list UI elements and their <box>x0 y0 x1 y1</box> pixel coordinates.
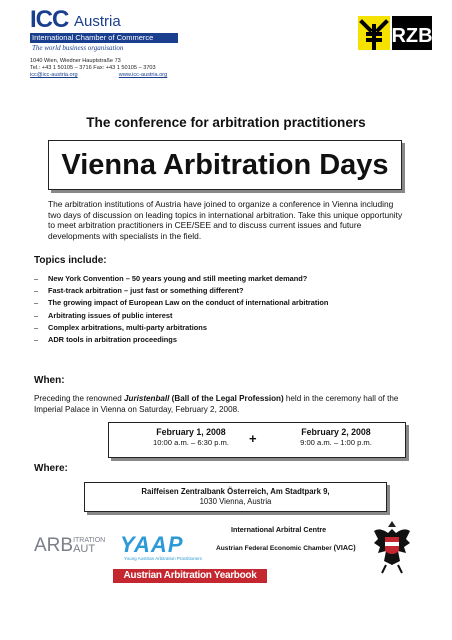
arb-logo-top: ITRATION <box>73 537 106 544</box>
venue-city: 1030 Vienna, Austria <box>199 497 272 506</box>
where-heading: Where: <box>34 463 68 474</box>
austrian-eagle-crest-icon <box>370 517 414 575</box>
topic-item: – Arbitrating issues of public interest <box>34 310 328 322</box>
topic-item: – Complex arbitrations, multi-party arbitrations <box>34 322 328 334</box>
venue-box <box>84 482 387 512</box>
raiffeisen-gable-icon <box>356 14 434 52</box>
icc-logo-tagline: The world business organisation <box>32 44 124 52</box>
day2-date: February 2, 2008 <box>301 427 371 437</box>
when-paragraph <box>34 394 414 415</box>
icc-logo-mark: ICC <box>30 6 69 33</box>
icc-logo-austria: Austria <box>74 13 121 30</box>
icc-austria-logo <box>30 8 180 54</box>
icc-phone: Tel.: +43 1 50105 – 3716 Fax: +43 1 50105 – 3703 <box>30 65 156 71</box>
when-heading: When: <box>34 375 65 386</box>
raiffeisen-rzb-logo <box>356 14 434 52</box>
when-text-after: held in the ceremony hall of the Imperial Palace in Vienna on Saturday, February 2, 2008. <box>34 394 399 414</box>
day1-date: February 1, 2008 <box>156 427 226 437</box>
icc-logo-bar: International Chamber of Commerce <box>30 33 178 43</box>
dates-box <box>108 422 406 458</box>
yaap-logo-subtitle: Young Austrian Arbitration Practitioners <box>124 556 202 561</box>
day1-time: 10:00 a.m. – 6:30 p.m. <box>153 438 229 447</box>
day1 <box>141 427 241 448</box>
page-title: Vienna Arbitration Days <box>61 148 389 181</box>
venue-name: Raiffeisen Zentralbank Österreich, Am Stadtpark 9, <box>141 487 330 496</box>
conference-subtitle: The conference for arbitration practitioners <box>86 115 366 130</box>
day2 <box>281 427 391 448</box>
juristenball-desc: (Ball of the Legal Profession) <box>169 394 284 403</box>
intro-paragraph: The arbitration institutions of Austria have joined to organize a conference in Vienna including two days of discussion on leading topics in international arbitration. Take this unique opportunity to meet arbitration practitioners in CEE/SEE and to discuss current issues and future developments with specialists in the field. <box>48 199 403 241</box>
topic-item: – Fast-track arbitration – just fast or something different? <box>34 285 328 297</box>
plus-sign: + <box>249 431 257 446</box>
topic-item: – ADR tools in arbitration proceedings <box>34 334 328 346</box>
juristenball-name: Juristenball <box>124 394 170 403</box>
icc-website-link[interactable]: www.icc-austria.org <box>118 72 168 78</box>
topics-list <box>34 273 328 346</box>
arb-logo-main: ARB <box>34 535 74 556</box>
day2-time: 9:00 a.m. – 1:00 p.m. <box>300 438 372 447</box>
arb-logo-stack <box>73 537 105 555</box>
rzb-logo-text: RZB <box>391 25 433 47</box>
icc-email-link[interactable]: icc@icc-austria.org <box>30 72 78 78</box>
yaap-logo: YAAP <box>120 532 184 557</box>
austrian-arbitration-yearbook-logo: Austrian Arbitration Yearbook <box>113 569 267 583</box>
title-box <box>48 140 402 190</box>
icc-address-block <box>30 58 167 79</box>
arb-logo-bottom: AUT <box>73 543 96 555</box>
viac-abbr: (VIAC) <box>333 543 356 552</box>
viac-line1: International Arbitral Centre <box>231 525 327 534</box>
when-text-before: Preceding the renowned <box>34 394 124 403</box>
viac-chamber: Austrian Federal Economic Chamber <box>216 545 332 552</box>
topic-item: – The growing impact of European Law on the conduct of international arbitration <box>34 297 328 309</box>
topic-item: – New York Convention – 50 years young and still meeting market demand? <box>34 273 328 285</box>
topics-heading: Topics include: <box>34 255 107 266</box>
icc-street: 1040 Wien, Wiedner Hauptstraße 73 <box>30 58 121 64</box>
arbitration-austria-logo <box>34 536 105 556</box>
viac-line2 <box>216 543 356 552</box>
